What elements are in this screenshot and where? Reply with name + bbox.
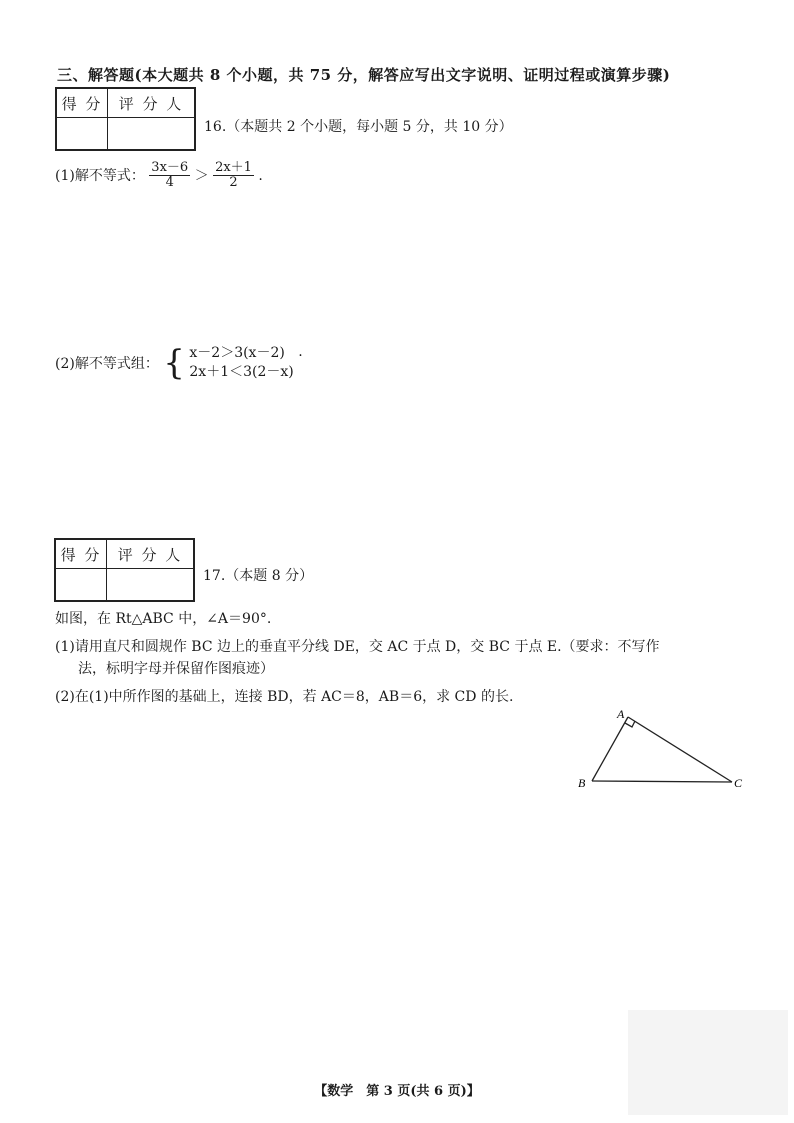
q17-header: 17.（本题 8 分） <box>203 568 314 584</box>
score-label: 得 分 <box>56 88 108 118</box>
score-cell[interactable] <box>55 569 107 602</box>
system-line-2: 2x＋1＜3(2－x) <box>189 363 294 380</box>
q16-part2-end: . <box>298 344 303 360</box>
score-label: 得 分 <box>55 539 107 569</box>
fraction-left <box>149 161 190 191</box>
score-cell[interactable] <box>56 118 108 151</box>
side-ab <box>592 717 628 781</box>
scan-smudge <box>628 1010 788 1115</box>
q16-part1-prefix: (1)解不等式： <box>55 167 145 184</box>
section-title: 三、解答题(本大题共 8 个小题，共 75 分，解答应写出文字说明、证明过程或演算步骤) <box>57 66 671 84</box>
q16-part2-prefix: (2)解不等式组： <box>55 355 159 372</box>
label-a: A <box>617 707 625 721</box>
grader-cell[interactable] <box>107 569 195 602</box>
system-line-1: x－2＞3(x－2) <box>189 345 285 361</box>
inequality-sign: ＞ <box>194 167 209 184</box>
brace-icon: { <box>163 342 185 383</box>
q17-part1-line2: 法，标明字母并保留作图痕迹） <box>78 661 274 677</box>
right-angle-mark <box>625 721 635 727</box>
page-footer: 【数学 第 3 页(共 6 页)】 <box>314 1084 480 1099</box>
label-b: B <box>578 776 586 790</box>
inequality-system <box>189 344 293 382</box>
fraction-right-numerator: 2x＋1 <box>215 160 252 175</box>
label-c: C <box>734 776 743 790</box>
side-bc <box>592 781 732 782</box>
fraction-right-denominator: 2 <box>229 175 238 191</box>
q17-part1-line1: (1)请用直尺和圆规作 BC 边上的垂直平分线 DE，交 AC 于点 D，交 BC 于点 E.（要求：不写作 <box>55 639 660 655</box>
q16-part2 <box>55 344 303 382</box>
fraction-left-numerator: 3x－6 <box>151 160 189 175</box>
q16-part1-end: . <box>258 167 263 184</box>
side-ac <box>628 717 732 782</box>
grader-cell[interactable] <box>108 118 196 151</box>
q17-intro: 如图，在 Rt△ABC 中，∠A＝90°. <box>55 611 272 627</box>
fraction-right <box>213 161 254 191</box>
fraction-left-denominator: 4 <box>165 175 174 191</box>
score-table-q16 <box>55 87 196 151</box>
q16-part1 <box>55 161 263 191</box>
score-table-q17 <box>54 538 195 602</box>
q16-header: 16.（本题共 2 个小题，每小题 5 分，共 10 分） <box>204 119 513 135</box>
triangle-figure <box>570 700 760 800</box>
grader-label: 评 分 人 <box>108 88 196 118</box>
q17-part2: (2)在(1)中所作图的基础上，连接 BD，若 AC＝8，AB＝6，求 CD 的长. <box>55 689 514 705</box>
grader-label: 评 分 人 <box>107 539 195 569</box>
